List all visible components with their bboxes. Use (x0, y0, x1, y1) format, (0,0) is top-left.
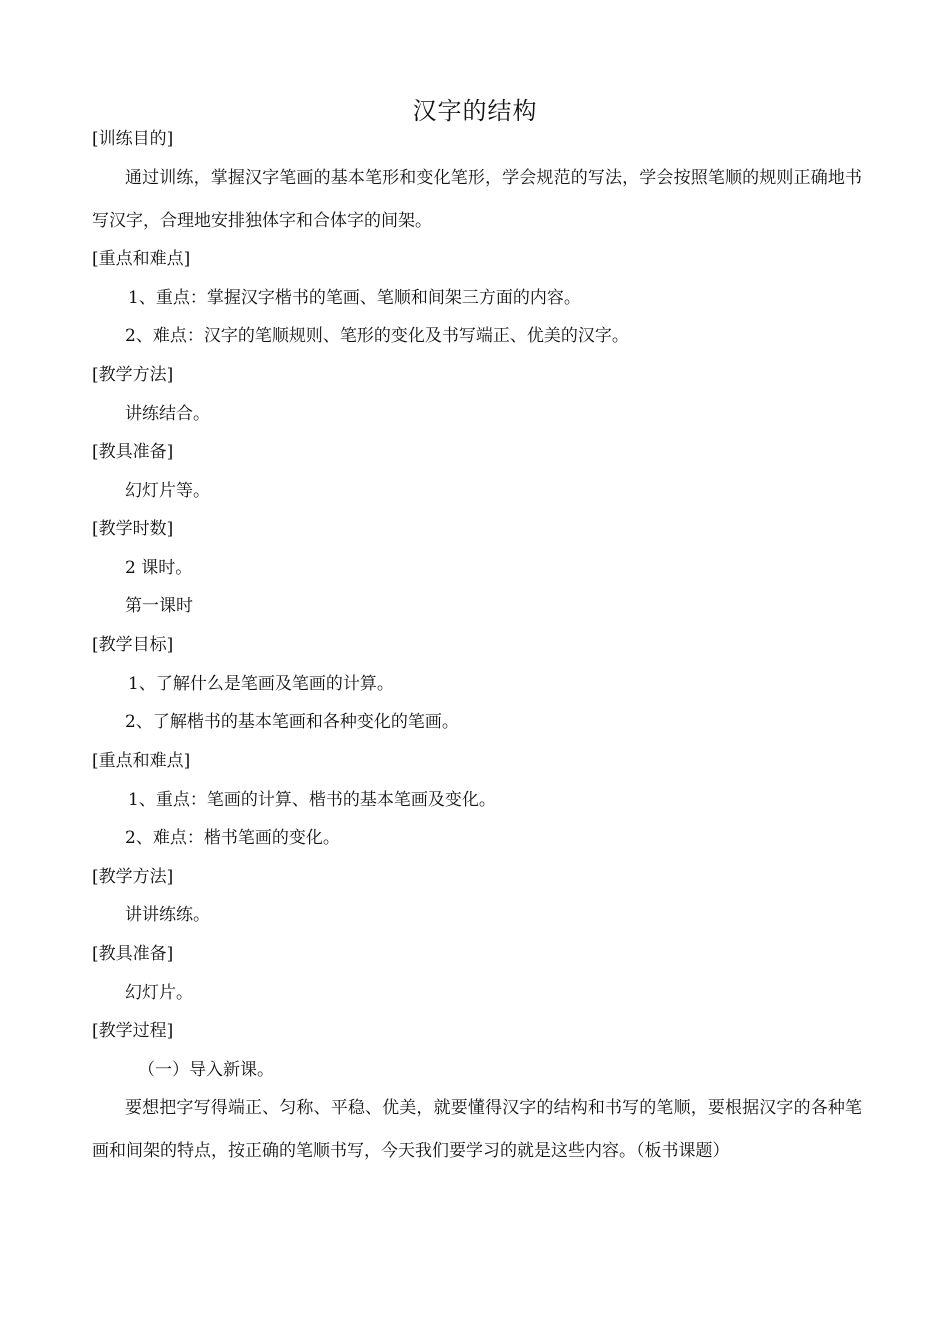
document-title: 汉字的结构 (412, 97, 538, 125)
list-item-key-point-2-1: 1、重点：笔画的计算、楷书的基本笔画及变化。 (128, 790, 496, 810)
text-materials-2: 幻灯片。 (125, 983, 193, 1003)
section-heading-method: [教学方法] (92, 365, 174, 385)
text-hours: 2 课时。 (125, 558, 193, 578)
list-item-goal-2: 2、了解楷书的基本笔画和各种变化的笔画。 (125, 712, 459, 732)
list-item-key-point-2: 2、难点：汉字的笔顺规则、笔形的变化及书写端正、优美的汉字。 (125, 326, 629, 346)
section-heading-method-2: [教学方法] (92, 867, 174, 887)
section-heading-training-goal: [训练目的] (92, 129, 174, 149)
section-heading-process: [教学过程] (92, 1021, 174, 1041)
text-materials: 幻灯片等。 (125, 481, 210, 501)
text-method-2: 讲讲练练。 (125, 905, 210, 925)
section-heading-hours: [教学时数] (92, 519, 174, 539)
section-heading-key-points-2: [重点和难点] (92, 751, 191, 771)
list-item-goal-1: 1、了解什么是笔画及笔画的计算。 (128, 674, 394, 694)
section-heading-teaching-goals: [教学目标] (92, 635, 174, 655)
text-first-lesson: 第一课时 (125, 596, 193, 616)
section-heading-key-points: [重点和难点] (92, 249, 191, 269)
paragraph-training-goal: 通过训练，掌握汉字笔画的基本笔形和变化笔形，学会规范的写法，学会按照笔顺的规则正确地书写汉字，合理地安排独体字和合体字的间架。 (92, 168, 862, 231)
text-intro-lesson: （一）导入新课。 (138, 1060, 274, 1080)
paragraph-intro: 要想把字写得端正、匀称、平稳、优美，就要懂得汉字的结构和书写的笔顺，要根据汉字的各种笔画和间架的特点，按正确的笔顺书写，今天我们要学习的就是这些内容。（板书课题） (92, 1098, 862, 1161)
text-method: 讲练结合。 (125, 404, 210, 424)
list-item-key-point-2-2: 2、难点：楷书笔画的变化。 (125, 828, 340, 848)
section-heading-materials: [教具准备] (92, 442, 174, 462)
list-item-key-point-1: 1、重点：掌握汉字楷书的笔画、笔顺和间架三方面的内容。 (128, 288, 581, 308)
section-heading-materials-2: [教具准备] (92, 944, 174, 964)
